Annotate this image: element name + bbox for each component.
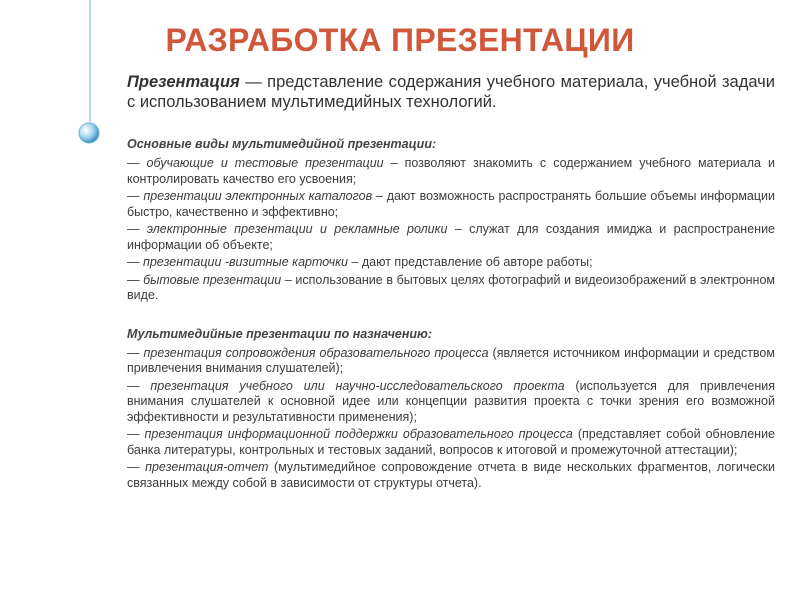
- section1-item: [127, 273, 775, 304]
- item-term: — презентация сопровождения образовательного процесса: [127, 345, 489, 360]
- section1-item: [127, 156, 775, 187]
- section-gap: [127, 306, 775, 326]
- section2-item: [127, 427, 775, 458]
- item-term: — презентации -визитные карточки: [127, 255, 348, 269]
- section2-heading: Мультимедийные презентации по назначению:: [127, 326, 433, 341]
- large-bubble: [79, 123, 99, 143]
- page-title: РАЗРАБОТКА ПРЕЗЕНТАЦИИ: [165, 22, 635, 58]
- section2-item: [127, 460, 775, 491]
- intro-term: Презентация: [127, 73, 240, 91]
- item-term: — презентация-отчет: [127, 460, 269, 474]
- item-text: (мультимедийное сопровождение отчета в виде нескольких фрагментов, логически связанных между собой в зависимости от структуры отчета).: [127, 460, 775, 490]
- section2-item: [127, 346, 775, 377]
- item-text: – дают представление об авторе работы;: [347, 255, 593, 269]
- item-text: – позволяют знакомить с содержанием учебного материала и контролировать качество его усвоения;: [127, 156, 775, 186]
- intro-text: — представление содержания учебного материала, учебной задачи с использованием мультимедийных технологий.: [127, 73, 775, 111]
- item-text: – служат для создания имиджа и распространение информации об объекте;: [127, 222, 776, 252]
- section1-heading: Основные виды мультимедийной презентации:: [127, 137, 437, 151]
- item-term: — презентация учебного или научно-исследовательского проекта: [127, 378, 565, 393]
- section1-item: [127, 189, 775, 220]
- section1-item: [127, 255, 775, 271]
- section2-item: [127, 379, 775, 426]
- item-text: (является источником информации и средством привлечения внимания слушателей);: [127, 345, 775, 375]
- section1-item: [127, 222, 775, 253]
- item-text: – использование в бытовых целях фотографий и видеоизображений в электронном виде.: [127, 272, 775, 302]
- item-text: – дают возможность распространять большие объемы информации быстро, качественно и эффективно;: [127, 189, 775, 219]
- item-term: — бытовые презентации: [127, 272, 282, 287]
- item-term: — презентация информационной поддержки образовательного процесса: [127, 427, 573, 441]
- main-content: [127, 72, 775, 493]
- item-term: — обучающие и тестовые презентации: [127, 156, 384, 170]
- item-text: (представляет собой обновление банка литературы, контрольных и тестовых заданий, вопросов к итоговой и промежуточной аттестации);: [127, 427, 775, 457]
- item-text: (используется для привлечения внимания слушателей к основной идее или концепции развития проекта с точки зрения его возможной эффективности и результативности применения);: [127, 378, 775, 424]
- intro-paragraph: [127, 72, 775, 112]
- item-term: — электронные презентации и рекламные ролики: [127, 222, 448, 236]
- item-term: — презентации электронных каталогов: [127, 189, 373, 203]
